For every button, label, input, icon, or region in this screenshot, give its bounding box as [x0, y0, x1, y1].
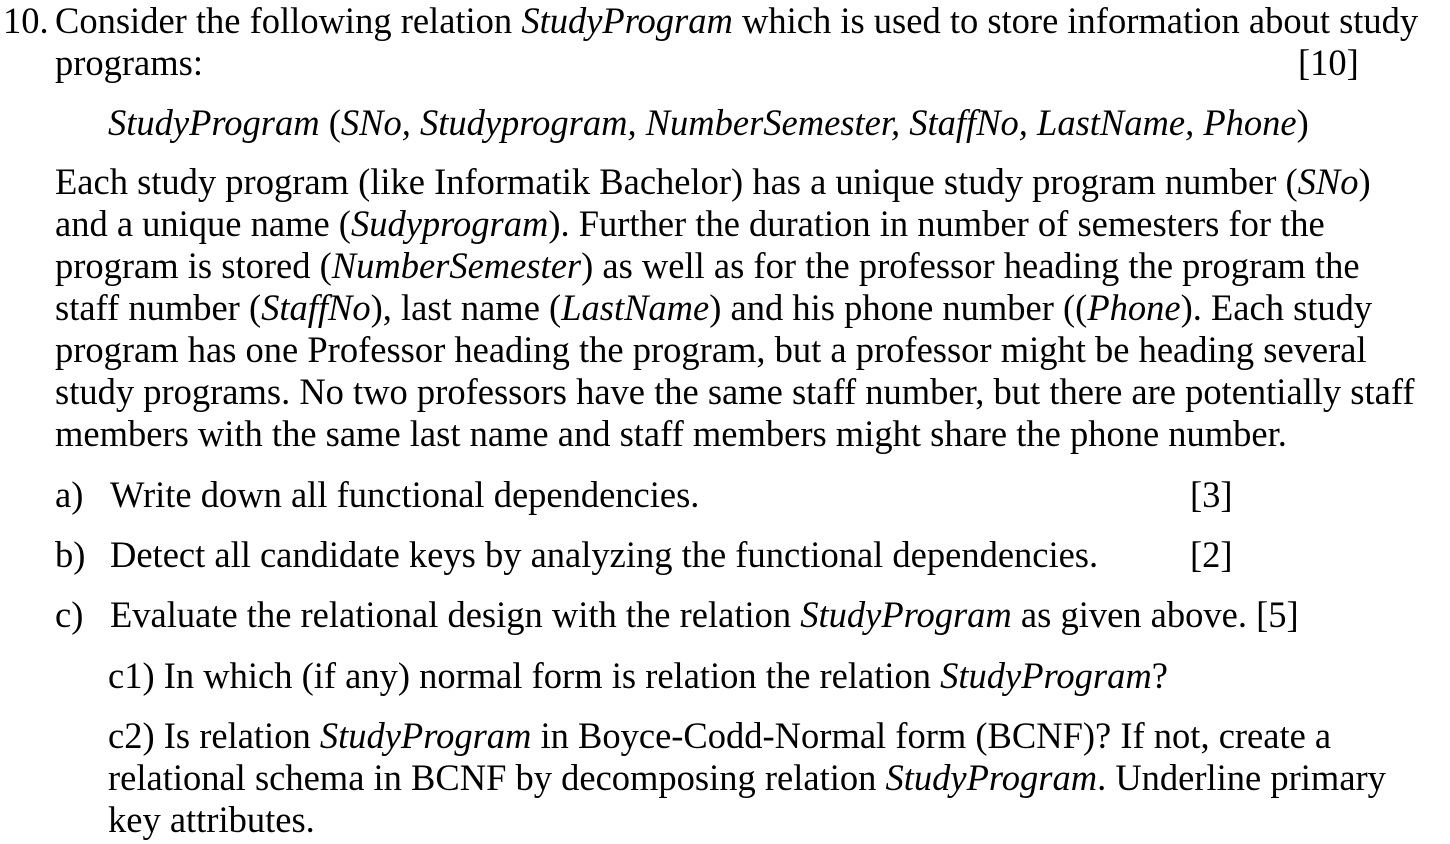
paragraph-line: and a unique name (Sudyprogram). Further the duration in number of semesters for the: [55, 203, 1325, 244]
paragraph-line: members with the same last name and staff members might share the phone number.: [55, 413, 1287, 454]
subquestion-b-points: [2]: [1190, 534, 1233, 575]
question-intro-line-2: programs:: [55, 42, 203, 83]
paragraph-line: program is stored (NumberSemester) as well as for the professor heading the program the: [55, 245, 1360, 286]
subquestion-b-text: Detect all candidate keys by analyzing the functional dependencies.: [110, 534, 1099, 575]
subquestion-b-label: b): [55, 534, 86, 575]
question-number: 10.: [3, 0, 49, 41]
subquestion-c-points: [5]: [1256, 594, 1299, 635]
subquestion-a-points: [3]: [1190, 474, 1233, 515]
relation-schema-attributes: SNo, Studyprogram, NumberSemester, StaffNo, LastName, Phone: [340, 102, 1297, 143]
description-paragraph: [55, 161, 1415, 455]
subquestion-c2-line-1: c2) Is relation StudyProgram in Boyce-Codd-Normal form (BCNF)? If not, create a: [108, 715, 1332, 756]
paragraph-line: Each study program (like Informatik Bachelor) has a unique study program number (SNo): [55, 161, 1371, 202]
relation-schema-name: StudyProgram: [108, 102, 320, 143]
paragraph-line: program has one Professor heading the program, but a professor might be heading several: [55, 329, 1367, 370]
relation-name-ref: StudyProgram: [521, 0, 733, 41]
subquestion-a-label: a): [55, 474, 84, 515]
question-intro-line-1: Consider the following relation StudyProgram which is used to store information about study: [55, 0, 1419, 41]
paragraph-line: study programs. No two professors have the same staff number, but there are potentially staff: [55, 371, 1415, 412]
paragraph-line: staff number (StaffNo), last name (LastName) and his phone number ((Phone). Each study: [55, 287, 1373, 328]
subquestion-c2-line-3: key attributes.: [108, 799, 315, 840]
subquestion-c1: c1) In which (if any) normal form is relation the relation StudyProgram?: [108, 655, 1168, 696]
question-points: [10]: [1298, 42, 1359, 83]
subquestion-a-text: Write down all functional dependencies.: [110, 474, 700, 515]
subquestion-c-text: Evaluate the relational design with the relation StudyProgram as given above. [5]: [110, 594, 1299, 635]
subquestion-c2-line-2: relational schema in BCNF by decomposing relation StudyProgram. Underline primary: [108, 757, 1386, 798]
subquestion-c-label: c): [55, 594, 84, 635]
relation-schema: StudyProgram (SNo, Studyprogram, NumberSemester, StaffNo, LastName, Phone): [108, 102, 1309, 143]
